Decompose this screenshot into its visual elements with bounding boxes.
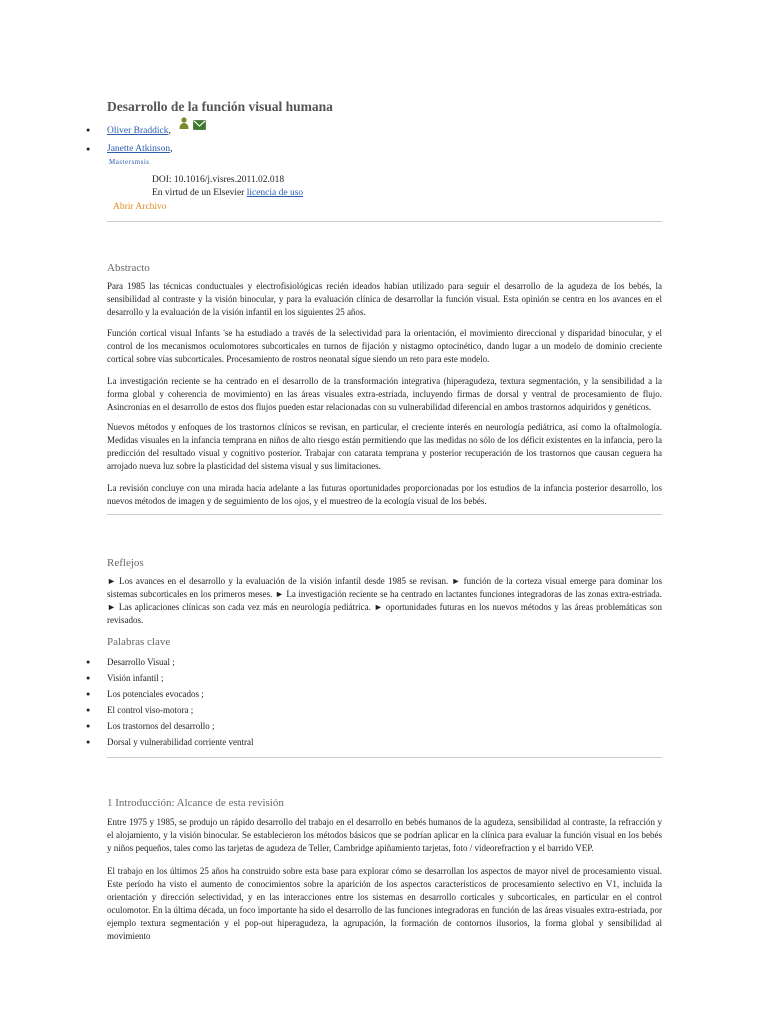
abstract-paragraph: Para 1985 las técnicas conductuales y electrofisiológicas recién ideados habían utilizado para seguir el desarrollo de la agudeza de los bebés, la sensibilidad al contraste y la visión binocular, y para la evaluación clínica de desarrollar la función visual. Esta opinión se centra en los avances en el desarrollo y la evaluación de la visión infantil en los siguientes 25 años. bbox=[107, 281, 662, 317]
author-link-atkinson[interactable]: Janette Atkinson bbox=[107, 144, 171, 154]
keyword-item[interactable]: ● Los potenciales evocados ; bbox=[86, 686, 386, 702]
abstract-heading: Abstracto bbox=[107, 262, 150, 274]
highlights-text: ► Los avances en el desarrollo y la evaluación de la visión infantil desde 1985 se revisan. ► función de la corteza visual emerge para dominar los sistemas subcorticales en los primeros meses. ► La investigación reciente se ha centrado en lactantes funciones integradoras de las zonas extra-estriada. ► Las aplicaciones clínicas son cada vez más en neurología pediátrica. ► oportunidades futuras en los nuevos métodos y las áreas problemáticas son revisados. bbox=[107, 576, 662, 625]
intro-paragraph: Entre 1975 y 1985, se produjo un rápido desarrollo del trabajo en el desarrollo en bebés humanos de la agudeza, sensibilidad al contraste, la refracción y el alojamiento, y la visión binocular. Se establecieron los métodos básicos que se podrían aplicar en la clínica para evaluar la función visual en los bebés y niños pequeños, tales como las tarjetas de agudeza de Teller, Cambridge apiñamiento tarjetas, foto / videorefraction y el barrido VEP. bbox=[107, 817, 662, 853]
mail-icon[interactable] bbox=[193, 120, 206, 130]
article-title: Desarrollo de la función visual humana bbox=[107, 99, 333, 114]
open-file-link[interactable]: Abrir Archivo bbox=[113, 202, 167, 212]
abstract-paragraph: La investigación reciente se ha centrado en el desarrollo de la transformación integrativa (hiperagudeza, textura segmentación, y la sensibilidad a la forma global y coherencia de movimiento) en las áreas visuales extra-estriada, incluyendo firmas de dorsal y ventral de procesamiento de flujo. Asincronías en el desarrollo de estos dos flujos pueden estar relacionadas con su vulnerabilidad diferencial en ambos trastornos adquiridos y genéticos. bbox=[107, 376, 662, 412]
author-separator: , bbox=[168, 126, 171, 136]
person-icon[interactable] bbox=[179, 117, 189, 129]
doi-text: DOI: 10.1016/j.visres.2011.02.018 bbox=[152, 175, 285, 185]
license-link[interactable]: licencia de uso bbox=[246, 188, 304, 198]
intro-paragraph: El trabajo en los últimos 25 años ha construido sobre esta base para explorar cómo se desarrollan los aspectos de mayor nivel de procesamiento visual. Este período ha visto el aumento de conocimientos sobre la aparición de los aspectos característicos de procesamiento selectivo en V1, incluida la orientación y dirección selectividad, y en las interacciones entre los sistemas en desarrollo corticales y subcorticales, en particular en el control oculomotor. En la última década, un foco importante ha sido el desarrollo de las funciones integradoras en función de las áreas visuales extra-estriada, por ejemplo textura segmentación y el pop-out hiperagudeza, la agrupación, la formación de contornos ilusorios, la forma global y sensibilidad al movimiento bbox=[107, 866, 662, 941]
license-prefix: En virtud de un Elsevier bbox=[152, 188, 245, 198]
divider bbox=[107, 514, 662, 515]
divider bbox=[107, 757, 662, 758]
masters-link[interactable]: Mastersmsis bbox=[109, 158, 150, 166]
highlights-heading: Reflejos bbox=[107, 557, 144, 569]
abstract-paragraph: Función cortical visual Infants 'se ha estudiado a través de la selectividad para la orientación, el movimiento direccional y disparidad binocular, y el control de los mecanismos oculomotores subcorticales en turnos de fijación y nistagmo optocinético, dando lugar a un modelo de dominio creciente cortical sobre vías subcorticales. Procesamiento de rostros neonatal sigue siendo un reto para este modelo. bbox=[107, 328, 662, 364]
keyword-item[interactable]: ● Visión infantil ; bbox=[86, 670, 386, 686]
abstract-paragraph: Nuevos métodos y enfoques de los trastornos clínicos se revisan, en particular, el creciente interés en neurología pediátrica, así como la oftalmología. Medidas visuales en la infancia temprana en niños de alto riesgo están permitiendo que las medidas no sólo de los déficit existentes en la infancia, pero la predicción del resultado visual y cognitivo posterior. Trabajar con catarata temprana y posterior recuperación de los trastornos que causan ceguera ha arrojado nueva luz sobre la plasticidad del sistema visual y sus limitaciones. bbox=[107, 422, 662, 471]
author-separator: , bbox=[170, 144, 173, 154]
keyword-list bbox=[86, 654, 386, 750]
author-item bbox=[86, 121, 386, 140]
divider bbox=[107, 221, 662, 222]
keyword-item[interactable]: ● Dorsal y vulnerabilidad corriente ventral bbox=[86, 734, 386, 750]
author-list bbox=[86, 121, 386, 158]
keywords-heading: Palabras clave bbox=[107, 636, 171, 648]
license-line bbox=[152, 188, 303, 198]
author-link-braddick[interactable]: Oliver Braddick bbox=[107, 126, 169, 136]
abstract-paragraph: La revisión concluye con una mirada hacia adelante a las futuras oportunidades proporcionadas por los estudios de la infancia posterior desarrollo, los nuevos métodos de imagen y de seguimiento de los ojos, y el muestreo de la ecología visual de los bebés. bbox=[107, 483, 662, 506]
intro-heading: 1 Introducción: Alcance de esta revisión bbox=[107, 797, 284, 809]
keyword-item[interactable]: ● Desarrollo Visual ; bbox=[86, 654, 386, 670]
author-item bbox=[86, 140, 386, 158]
keyword-item[interactable]: ● El control viso-motora ; bbox=[86, 702, 386, 718]
keyword-item[interactable]: ● Los trastornos del desarrollo ; bbox=[86, 718, 386, 734]
